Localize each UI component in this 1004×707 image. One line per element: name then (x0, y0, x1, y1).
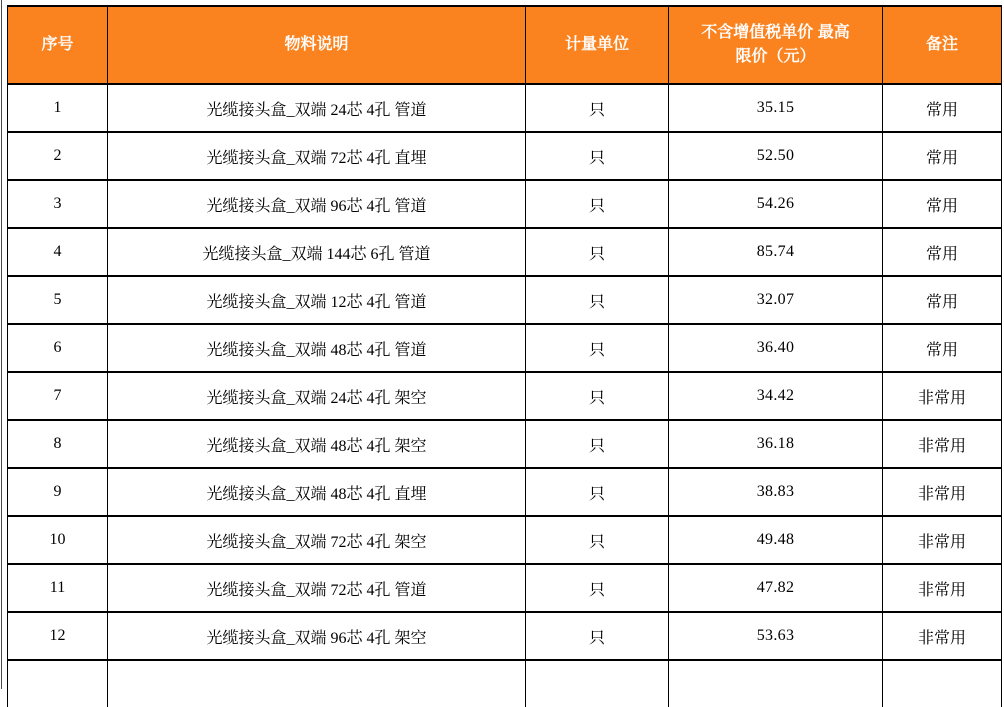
cell-description: 光缆接头盒_双端 72芯 4孔 管道 (108, 564, 526, 612)
cell-unit: 只 (526, 132, 669, 180)
cell-unit: 只 (526, 564, 669, 612)
cell-index: 11 (8, 564, 108, 612)
cell-description: 光缆接头盒_双端 48芯 4孔 直埋 (108, 468, 526, 516)
cell-price: 54.26 (669, 180, 883, 228)
table-row (8, 612, 1002, 660)
cell-price: 38.83 (669, 468, 883, 516)
cell-description: 光缆接头盒_双端 144芯 6孔 管道 (108, 228, 526, 276)
cell-description: 光缆接头盒_双端 12芯 4孔 管道 (108, 276, 526, 324)
header-cell-index: 序号 (8, 6, 108, 84)
spreadsheet-gridline-left (1, 0, 2, 689)
table-row (8, 228, 1002, 276)
cell-description: 光缆接头盒_双端 24芯 4孔 管道 (108, 84, 526, 132)
cell-empty (526, 660, 669, 707)
table-row (8, 564, 1002, 612)
table-body (8, 84, 1002, 707)
cell-index: 10 (8, 516, 108, 564)
cell-index: 1 (8, 84, 108, 132)
cell-price: 36.40 (669, 324, 883, 372)
cell-price: 47.82 (669, 564, 883, 612)
cell-price: 53.63 (669, 612, 883, 660)
cell-index: 9 (8, 468, 108, 516)
cell-remark: 非常用 (883, 372, 1002, 420)
cell-description: 光缆接头盒_双端 48芯 4孔 架空 (108, 420, 526, 468)
cell-remark: 非常用 (883, 516, 1002, 564)
table-row (8, 420, 1002, 468)
cell-unit: 只 (526, 180, 669, 228)
cell-unit: 只 (526, 324, 669, 372)
table-header (8, 6, 1002, 84)
cell-unit: 只 (526, 420, 669, 468)
header-price-line1: 不含增值税单价 最高 (701, 24, 850, 41)
cell-remark: 常用 (883, 132, 1002, 180)
cell-price: 36.18 (669, 420, 883, 468)
table-row (8, 84, 1002, 132)
cell-remark: 常用 (883, 228, 1002, 276)
cell-remark: 常用 (883, 276, 1002, 324)
header-row (8, 6, 1002, 84)
cell-price: 35.15 (669, 84, 883, 132)
cell-index: 2 (8, 132, 108, 180)
cell-unit: 只 (526, 516, 669, 564)
cell-remark: 非常用 (883, 468, 1002, 516)
header-cell-remark: 备注 (883, 6, 1002, 84)
header-cell-price (669, 6, 883, 84)
cell-description: 光缆接头盒_双端 48芯 4孔 管道 (108, 324, 526, 372)
cell-description: 光缆接头盒_双端 96芯 4孔 架空 (108, 612, 526, 660)
cell-unit: 只 (526, 468, 669, 516)
table-row (8, 180, 1002, 228)
cell-remark: 非常用 (883, 612, 1002, 660)
cell-unit: 只 (526, 228, 669, 276)
header-cell-description: 物料说明 (108, 6, 526, 84)
cell-index: 5 (8, 276, 108, 324)
table-row (8, 276, 1002, 324)
cell-price: 34.42 (669, 372, 883, 420)
cell-description: 光缆接头盒_双端 24芯 4孔 架空 (108, 372, 526, 420)
cell-empty (8, 660, 108, 707)
cell-index: 7 (8, 372, 108, 420)
cell-description: 光缆接头盒_双端 96芯 4孔 管道 (108, 180, 526, 228)
cell-empty (108, 660, 526, 707)
cell-unit: 只 (526, 276, 669, 324)
material-price-table (7, 5, 1002, 707)
cell-index: 6 (8, 324, 108, 372)
table-row (8, 324, 1002, 372)
cell-remark: 常用 (883, 84, 1002, 132)
cell-remark: 常用 (883, 324, 1002, 372)
cell-index: 12 (8, 612, 108, 660)
cell-price: 52.50 (669, 132, 883, 180)
table-row (8, 372, 1002, 420)
cell-description: 光缆接头盒_双端 72芯 4孔 架空 (108, 516, 526, 564)
table-row (8, 516, 1002, 564)
table-row (8, 132, 1002, 180)
header-cell-unit: 计量单位 (526, 6, 669, 84)
cell-empty (669, 660, 883, 707)
cell-price: 49.48 (669, 516, 883, 564)
table-row (8, 468, 1002, 516)
cell-empty (883, 660, 1002, 707)
cell-price: 85.74 (669, 228, 883, 276)
cell-unit: 只 (526, 84, 669, 132)
cell-remark: 非常用 (883, 564, 1002, 612)
cell-unit: 只 (526, 372, 669, 420)
header-price-line2: 限价（元） (735, 48, 816, 65)
cell-index: 3 (8, 180, 108, 228)
table-row-partial (8, 660, 1002, 707)
cell-index: 8 (8, 420, 108, 468)
cell-description: 光缆接头盒_双端 72芯 4孔 直埋 (108, 132, 526, 180)
cell-remark: 常用 (883, 180, 1002, 228)
cell-index: 4 (8, 228, 108, 276)
cell-unit: 只 (526, 612, 669, 660)
cell-remark: 非常用 (883, 420, 1002, 468)
cell-price: 32.07 (669, 276, 883, 324)
